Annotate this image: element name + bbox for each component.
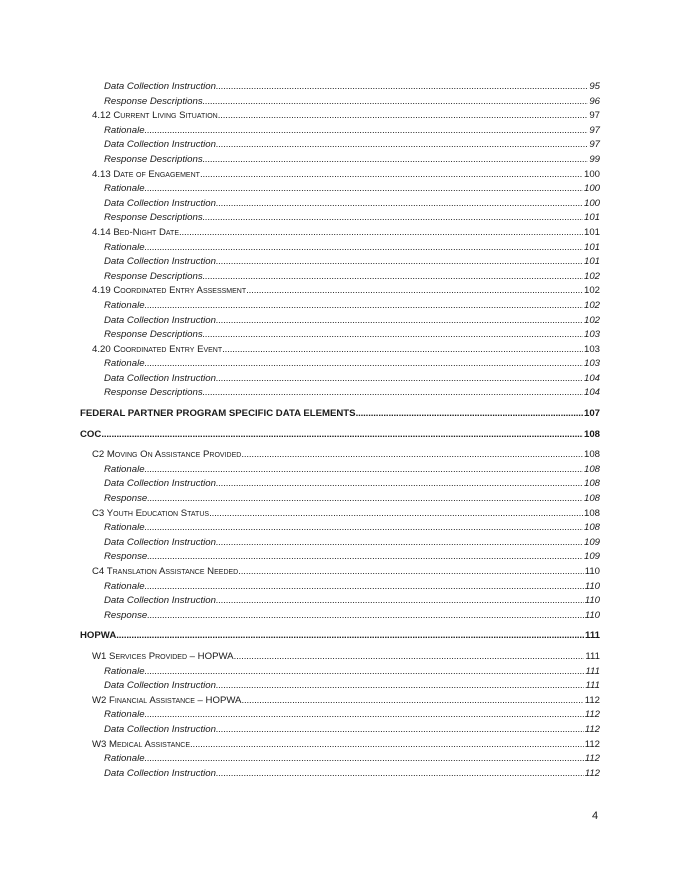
toc-entry-page: 108 xyxy=(583,463,600,475)
toc-entry-page: 103 xyxy=(583,329,600,341)
toc-item-entry[interactable] xyxy=(80,372,600,387)
toc-entry-page: 100 xyxy=(583,168,600,180)
toc-item-entry[interactable] xyxy=(80,95,600,110)
toc-entry-label: Rationale xyxy=(104,463,145,475)
toc-item-entry[interactable] xyxy=(80,609,600,624)
toc-entry-label: C4 Translation Assistance Needed xyxy=(92,566,239,577)
toc-dot-leader xyxy=(145,665,585,680)
toc-item-entry[interactable] xyxy=(80,665,600,680)
toc-entry-label: W3 Medical Assistance xyxy=(92,738,191,750)
toc-dot-leader xyxy=(203,211,583,226)
toc-entry-page: 101 xyxy=(583,212,600,224)
toc-entry-label: C3 Youth Education Status xyxy=(92,507,210,519)
toc-subsection-entry[interactable] xyxy=(80,738,600,753)
toc-dot-leader xyxy=(145,463,583,478)
toc-item-entry[interactable] xyxy=(80,182,600,197)
toc-dot-leader xyxy=(216,197,583,212)
toc-entry-label: Response Descriptions xyxy=(104,329,203,341)
toc-dot-leader xyxy=(145,299,583,314)
toc-item-entry[interactable] xyxy=(80,386,600,401)
toc-dot-leader xyxy=(203,270,583,285)
toc-entry-page: 100 xyxy=(583,197,600,209)
toc-subsection-entry[interactable] xyxy=(80,694,600,709)
toc-item-entry[interactable] xyxy=(80,767,600,782)
toc-dot-leader xyxy=(218,109,589,124)
toc-item-entry[interactable] xyxy=(80,357,600,372)
toc-entry-label: FEDERAL PARTNER PROGRAM SPECIFIC DATA ELEMENTS xyxy=(80,408,356,420)
toc-dot-leader xyxy=(246,284,583,299)
toc-entry-page: 108 xyxy=(583,449,600,461)
toc-subsection-entry[interactable] xyxy=(80,565,600,580)
toc-entry-label: Rationale xyxy=(104,183,145,195)
toc-section-heading[interactable] xyxy=(80,407,600,422)
toc-dot-leader xyxy=(203,386,583,401)
toc-entry-page: 107 xyxy=(583,408,600,420)
toc-entry-page: 112 xyxy=(584,753,600,765)
toc-dot-leader xyxy=(216,767,584,782)
toc-entry-page: 102 xyxy=(583,314,600,326)
toc-entry-page: 109 xyxy=(583,551,600,563)
toc-dot-leader xyxy=(203,153,589,168)
toc-entry-label: Rationale xyxy=(104,709,145,721)
toc-item-entry[interactable] xyxy=(80,580,600,595)
toc-dot-leader xyxy=(216,314,583,329)
toc-item-entry[interactable] xyxy=(80,197,600,212)
toc-entry-label: Data Collection Instruction xyxy=(104,81,216,92)
toc-subsection-entry[interactable] xyxy=(80,448,600,463)
toc-entry-label: Data Collection Instruction xyxy=(104,723,216,735)
toc-item-entry[interactable] xyxy=(80,80,600,95)
page-number: 4 xyxy=(592,810,599,822)
toc-dot-leader xyxy=(145,580,584,595)
toc-item-entry[interactable] xyxy=(80,594,600,609)
toc-entry-label: Data Collection Instruction xyxy=(104,478,216,490)
toc-entry-page: 97 xyxy=(589,110,600,122)
toc-entry-label: 4.13 Date of Engagement xyxy=(92,168,200,180)
toc-dot-leader xyxy=(147,609,584,624)
toc-entry-label: HOPWA xyxy=(80,630,117,642)
toc-entry-page: 103 xyxy=(583,358,600,370)
toc-dot-leader xyxy=(216,80,588,95)
toc-entry-page: 112 xyxy=(584,694,600,706)
toc-dot-leader xyxy=(216,594,584,609)
toc-entry-page: 102 xyxy=(583,299,600,311)
toc-entry-label: Response Descriptions xyxy=(104,95,203,107)
toc-item-entry[interactable] xyxy=(80,679,600,694)
toc-entry-page: 111 xyxy=(585,680,600,692)
toc-dot-leader xyxy=(238,565,583,580)
toc-dot-leader xyxy=(145,241,583,256)
toc-subsection-entry[interactable] xyxy=(80,650,600,665)
toc-entry-label: Rationale xyxy=(104,580,145,592)
toc-dot-leader xyxy=(145,521,583,536)
toc-item-entry[interactable] xyxy=(80,328,600,343)
toc-entry-page: 100 xyxy=(583,183,600,195)
toc-entry-label: Data Collection Instruction xyxy=(104,536,216,548)
toc-item-entry[interactable] xyxy=(80,723,600,738)
toc-dot-leader xyxy=(216,723,584,738)
toc-entry-label: Data Collection Instruction xyxy=(104,680,216,692)
toc-entry-label: Data Collection Instruction xyxy=(104,372,216,384)
toc-item-entry[interactable] xyxy=(80,536,600,551)
toc-entry-page: 109 xyxy=(583,536,600,548)
toc-item-entry[interactable] xyxy=(80,153,600,168)
toc-entry-label: Response Descriptions xyxy=(104,212,203,224)
toc-entry-label: Rationale xyxy=(104,753,145,765)
toc-entry-page: 108 xyxy=(583,428,600,440)
toc-dot-leader xyxy=(147,492,583,507)
toc-item-entry[interactable] xyxy=(80,299,600,314)
toc-entry-label: W1 Services Provided – HOPWA xyxy=(92,650,234,662)
toc-entry-label: 4.12 Current Living Situation xyxy=(92,110,218,122)
toc-entry-page: 110 xyxy=(584,595,600,607)
toc-entry-page: 101 xyxy=(583,241,600,253)
toc-dot-leader xyxy=(200,168,583,183)
toc-dot-leader xyxy=(145,708,584,723)
toc-entry-label: Data Collection Instruction xyxy=(104,256,216,268)
toc-entry-label: Response Descriptions xyxy=(104,270,203,282)
toc-entry-label: Data Collection Instruction xyxy=(104,139,216,151)
toc-entry-page: 108 xyxy=(583,493,600,505)
toc-dot-leader xyxy=(222,343,583,358)
toc-entry-page: 101 xyxy=(583,256,600,268)
toc-dot-leader xyxy=(216,255,583,270)
toc-entry-label: 4.14 Bed-Night Date xyxy=(92,226,179,238)
toc-entry-label: Data Collection Instruction xyxy=(104,197,216,209)
toc-item-entry[interactable] xyxy=(80,138,600,153)
toc-entry-label: Response Descriptions xyxy=(104,153,203,165)
toc-entry-label: Rationale xyxy=(104,358,145,370)
toc-entry-page: 111 xyxy=(585,650,600,662)
toc-dot-leader xyxy=(216,679,584,694)
toc-item-entry[interactable] xyxy=(80,550,600,565)
toc-item-entry[interactable] xyxy=(80,492,600,507)
toc-dot-leader xyxy=(234,650,585,665)
toc-subsection-entry[interactable] xyxy=(80,507,600,522)
toc-entry-page: 110 xyxy=(584,580,600,592)
toc-entry-page: 102 xyxy=(583,285,600,297)
toc-subsection-entry[interactable] xyxy=(80,109,600,124)
toc-entry-page: 101 xyxy=(583,226,600,238)
toc-dot-leader xyxy=(145,357,583,372)
toc-entry-page: 111 xyxy=(585,665,600,677)
toc-item-entry[interactable] xyxy=(80,314,600,329)
toc-entry-label: Rationale xyxy=(104,522,145,534)
toc-subsection-entry[interactable] xyxy=(80,284,600,299)
toc-entry-page: 102 xyxy=(583,270,600,282)
toc-entry-label: Data Collection Instruction xyxy=(104,767,216,779)
toc-entry-page: 108 xyxy=(583,478,600,490)
toc-entry-label: Rationale xyxy=(104,124,145,136)
toc-dot-leader xyxy=(179,226,583,241)
toc-dot-leader xyxy=(209,507,583,522)
toc-entry-page: 108 xyxy=(583,522,600,534)
toc-entry-label: Response xyxy=(104,609,148,621)
toc-item-entry[interactable] xyxy=(80,477,600,492)
toc-entry-label: W2 Financial Assistance – HOPWA xyxy=(92,694,242,706)
toc-dot-leader xyxy=(216,536,583,551)
toc-dot-leader xyxy=(145,124,589,139)
toc-item-entry[interactable] xyxy=(80,270,600,285)
toc-section-heading[interactable] xyxy=(80,428,600,443)
toc-entry-page: 112 xyxy=(584,709,600,721)
toc-item-entry[interactable] xyxy=(80,708,600,723)
toc-entry-label: Data Collection Instruction xyxy=(104,314,216,326)
toc-entry-page: 99 xyxy=(589,153,600,165)
toc-entry-page: 97 xyxy=(589,139,600,151)
toc-entry-page: 103 xyxy=(583,343,600,355)
toc-entry-page: 95 xyxy=(589,81,600,92)
toc-entry-label: Response xyxy=(104,493,148,505)
toc-subsection-entry[interactable] xyxy=(80,226,600,241)
toc-dot-leader xyxy=(145,182,583,197)
toc-entry-page: 112 xyxy=(584,723,600,735)
toc-item-entry[interactable] xyxy=(80,124,600,139)
toc-dot-leader xyxy=(116,629,584,644)
toc-dot-leader xyxy=(203,328,583,343)
toc-dot-leader xyxy=(147,550,583,565)
toc-entry-label: 4.19 Coordinated Entry Assessment xyxy=(92,285,247,297)
toc-entry-label: C2 Moving On Assistance Provided xyxy=(92,449,242,461)
toc-entry-page: 112 xyxy=(584,738,600,750)
toc-entry-page: 104 xyxy=(583,387,600,399)
toc-entry-page: 112 xyxy=(584,767,600,779)
toc-entry-page: 110 xyxy=(584,609,600,621)
toc-entry-label: Rationale xyxy=(104,665,145,677)
toc-dot-leader xyxy=(145,752,584,767)
toc-entry-page: 111 xyxy=(585,630,600,642)
toc-subsection-entry[interactable] xyxy=(80,168,600,183)
toc-section-heading[interactable] xyxy=(80,629,600,644)
toc-entry-label: 4.20 Coordinated Entry Event xyxy=(92,343,223,355)
toc-dot-leader xyxy=(216,477,583,492)
toc-dot-leader xyxy=(241,448,583,463)
toc-entry-label: Rationale xyxy=(104,241,145,253)
toc-subsection-entry[interactable] xyxy=(80,343,600,358)
toc-dot-leader xyxy=(101,428,583,443)
toc-dot-leader xyxy=(356,407,583,422)
toc-entry-page: 108 xyxy=(583,507,600,519)
toc-dot-leader xyxy=(203,95,589,110)
toc-entry-page: 104 xyxy=(583,372,600,384)
toc-entry-page: 110 xyxy=(584,566,600,577)
toc-entry-label: Response xyxy=(104,551,148,563)
table-of-contents xyxy=(80,80,600,781)
toc-item-entry[interactable] xyxy=(80,752,600,767)
toc-entry-page: 97 xyxy=(589,124,600,136)
toc-entry-page: 96 xyxy=(589,95,600,107)
toc-item-entry[interactable] xyxy=(80,521,600,536)
toc-dot-leader xyxy=(216,372,583,387)
toc-entry-label: Rationale xyxy=(104,299,145,311)
toc-entry-label: Data Collection Instruction xyxy=(104,595,216,607)
toc-item-entry[interactable] xyxy=(80,463,600,478)
toc-dot-leader xyxy=(241,694,583,709)
toc-entry-label: Response Descriptions xyxy=(104,387,203,399)
toc-dot-leader xyxy=(216,138,588,153)
toc-item-entry[interactable] xyxy=(80,255,600,270)
toc-dot-leader xyxy=(190,738,584,753)
toc-entry-label: COC xyxy=(80,428,102,440)
toc-item-entry[interactable] xyxy=(80,241,600,256)
toc-item-entry[interactable] xyxy=(80,211,600,226)
